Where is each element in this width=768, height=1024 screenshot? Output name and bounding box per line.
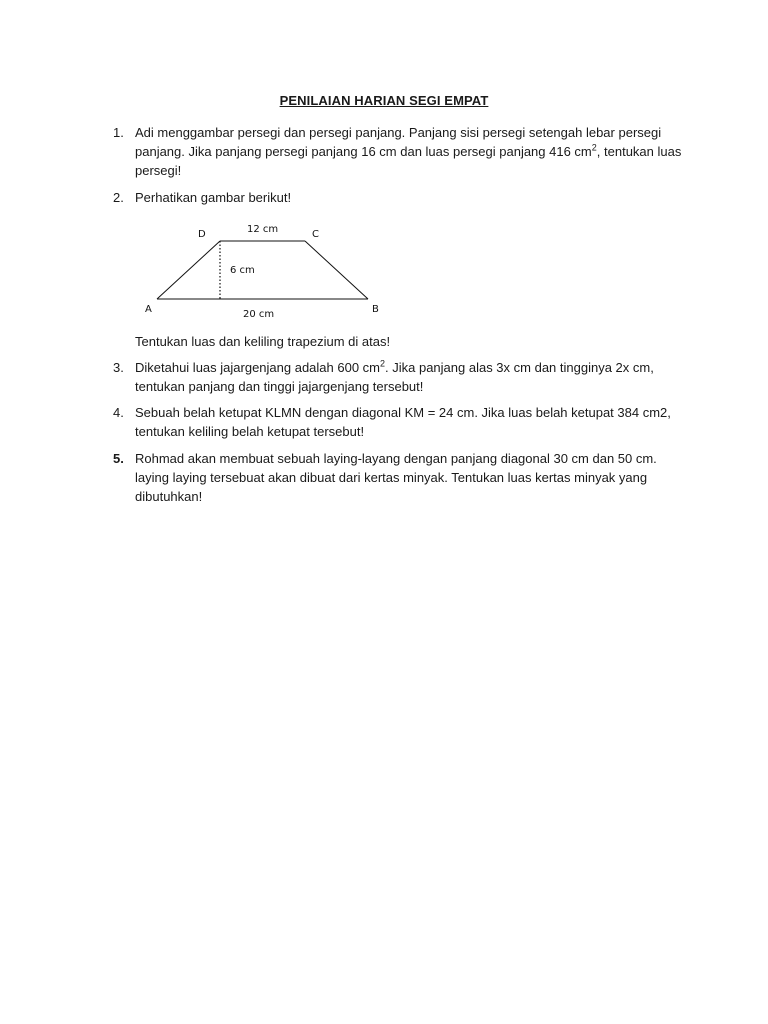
vertex-label-c: C bbox=[312, 229, 319, 240]
question-text-part: Diketahui luas jajargenjang adalah 600 cm bbox=[135, 360, 380, 375]
question-number: 2. bbox=[113, 190, 124, 205]
question-text: Sebuah belah ketupat KLMN dengan diagonal KM = 24 cm. Jika luas belah ketupat 384 cm2, tentukan keliling belah ketupat tersebut! bbox=[135, 405, 671, 439]
question-text-part: , tentukan luas persegi! bbox=[135, 144, 682, 178]
question-2-follow-up: Tentukan luas dan keliling trapezium di atas! bbox=[135, 334, 391, 349]
question-2 bbox=[113, 188, 693, 207]
question-text bbox=[135, 358, 693, 396]
question-4 bbox=[113, 403, 693, 441]
vertex-label-a: A bbox=[145, 304, 152, 315]
height-length: 6 cm bbox=[230, 265, 255, 276]
question-number: 1. bbox=[113, 125, 124, 140]
side-cb bbox=[305, 241, 368, 299]
page-title: PENILAIAN HARIAN SEGI EMPAT bbox=[279, 93, 489, 108]
question-number: 3. bbox=[113, 360, 124, 375]
question-text-part: Adi menggambar persegi dan persegi panjang. Panjang sisi persegi setengah lebar persegi panjang. Jika panjang persegi panjang 16 cm dan luas persegi panjang 416 cm bbox=[135, 125, 662, 159]
question-text: Rohmad akan membuat sebuah laying-layang dengan panjang diagonal 30 cm dan 50 cm. laying laying tersebuat akan dibuat dari kertas minyak. Tentukan luas kertas minyak yang dibutuhkan! bbox=[135, 451, 657, 504]
trapezium-figure bbox=[140, 215, 390, 325]
question-number: 5. bbox=[113, 451, 124, 466]
question-text bbox=[135, 123, 693, 180]
vertex-label-d: D bbox=[198, 229, 206, 240]
question-1 bbox=[113, 123, 693, 180]
question-3 bbox=[113, 358, 693, 396]
top-side-length: 12 cm bbox=[247, 224, 279, 235]
bottom-side-length: 20 cm bbox=[243, 309, 275, 320]
side-ad bbox=[157, 241, 220, 299]
vertex-label-b: B bbox=[372, 304, 379, 315]
question-text: Perhatikan gambar berikut! bbox=[135, 190, 292, 205]
superscript: 2 bbox=[380, 358, 386, 369]
superscript: 2 bbox=[591, 142, 597, 153]
question-number: 4. bbox=[113, 405, 124, 420]
question-text-part: . Jika panjang alas 3x cm dan tingginya 2x cm, tentukan panjang dan tinggi jajargenjang tersebut! bbox=[135, 360, 654, 394]
question-5 bbox=[113, 449, 693, 506]
